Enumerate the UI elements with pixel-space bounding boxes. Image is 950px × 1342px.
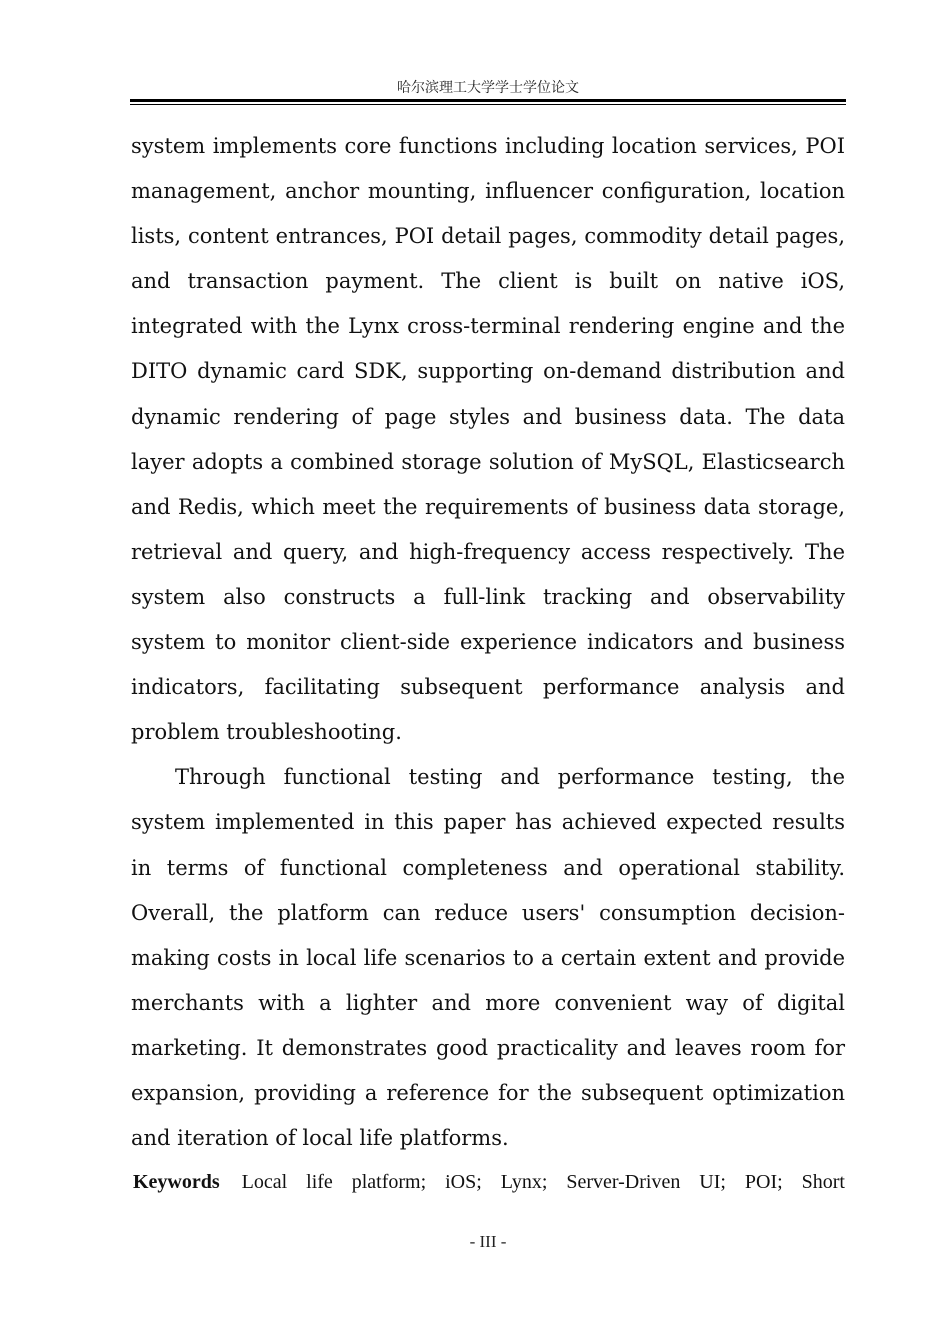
keywords-line — [133, 1166, 845, 1198]
keyword-token: Local — [241, 1171, 288, 1193]
page-number: - III - — [469, 1232, 507, 1251]
header-rule-thin — [130, 104, 846, 105]
keyword-token: POI; — [744, 1171, 783, 1193]
abstract-paragraph-2: Through functional testing and performance testing, the system implemented in this paper has achieved expected results in terms of functional completeness and operational stability. Overall, the platform can reduce users' consumption decision-making costs in local life scenarios to a certain extent and provide merchants with a lighter and more convenient way of digital marketing. It demonstrates good practicality and leaves room for expansion, providing a reference for the subsequent optimization and iteration of local life platforms. — [131, 765, 845, 1151]
running-header: 哈尔滨理工大学学士学位论文 — [397, 80, 579, 96]
keywords-list — [242, 1166, 845, 1198]
abstract-paragraph-1: system implements core functions including location services, POI management, anchor mounting, influencer configuration, location lists, content entrances, POI detail pages, commodity detail pages, and transaction payment. The client is built on native iOS, integrated with the Lynx cross-terminal rendering engine and the DITO dynamic card SDK, supporting on-demand distribution and dynamic rendering of page styles and business data. The data layer adopts a combined storage solution of MySQL, Elasticsearch and Redis, which meet the requirements of business data storage, retrieval and query, and high-frequency access respectively. The system also constructs a full-link tracking and observability system to monitor client-side experience indicators and business indicators, facilitating subsequent performance analysis and problem troubleshooting. — [131, 134, 845, 745]
keyword-token: iOS; — [445, 1171, 482, 1193]
keyword-token: life — [306, 1171, 333, 1193]
header-rule-thick — [130, 99, 846, 102]
keyword-token: Server-Driven — [566, 1171, 681, 1193]
abstract-body — [131, 124, 845, 1161]
keyword-token: Lynx; — [500, 1171, 548, 1193]
keywords-label: Keywords — [133, 1171, 220, 1193]
keyword-token: UI; — [699, 1171, 726, 1193]
keyword-token: Short — [801, 1171, 845, 1193]
keyword-token: platform; — [351, 1171, 427, 1193]
